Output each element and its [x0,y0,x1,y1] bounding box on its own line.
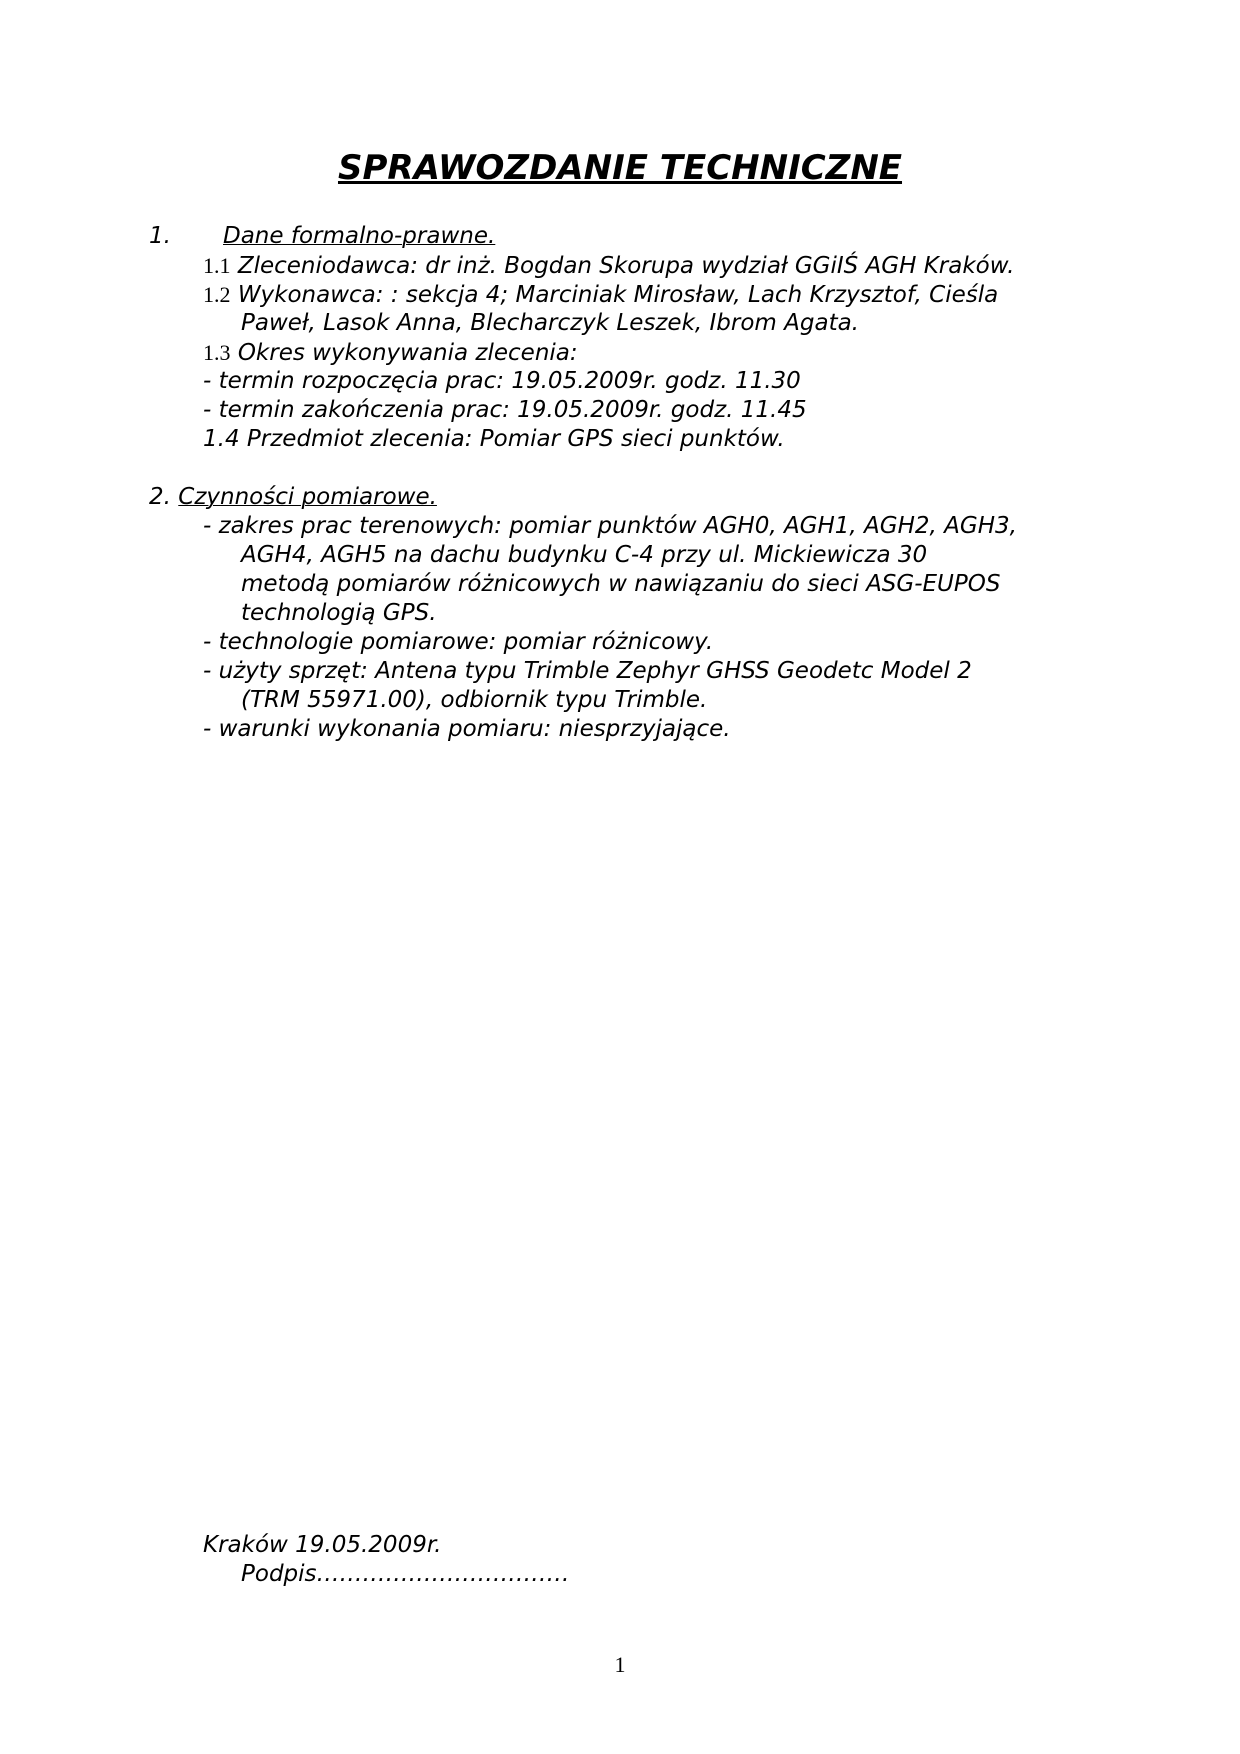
section-2-line: metodą pomiarów różnicowych w nawiązaniu do sieci ASG-EUPOS [241,571,1001,597]
place-date: Kraków 19.05.2009r. [203,1532,442,1558]
item-number: 1.1 [203,253,231,278]
item-1-2 [203,280,998,310]
page-number: 1 [614,1652,626,1677]
item-number: 1.3 [203,340,231,365]
section-2-number: 2. [149,484,171,510]
end-date: - termin zakończenia prac: 19.05.2009r. godz. 11.45 [203,397,807,423]
document-title: SPRAWOZDANIE TECHNICZNE [337,148,903,188]
item-text: Zleceniodawca: dr inż. Bogdan Skorupa wydział GGiIŚ AGH Kraków. [237,253,1015,279]
item-1-1 [203,251,1014,281]
item-1-2-continuation: Paweł, Lasok Anna, Blecharczyk Leszek, Ibrom Agata. [241,310,859,336]
item-1-4: 1.4 Przedmiot zlecenia: Pomiar GPS sieci punktów. [203,426,785,452]
section-1-heading-text: Dane formalno-prawne. [223,223,496,249]
section-2-line: - zakres prac terenowych: pomiar punktów AGH0, AGH1, AGH2, AGH3, [203,513,1017,539]
section-2-heading-text: Czynności pomiarowe. [178,484,437,510]
section-2-heading [149,483,437,512]
item-number: 1.2 [203,282,231,307]
item-1-3 [203,338,578,368]
item-text: Okres wykonywania zlecenia: [237,340,578,366]
item-text: Wykonawca: : sekcja 4; Marciniak Mirosław, Lach Krzysztof, Cieśla [237,282,999,308]
section-2-line: - warunki wykonania pomiaru: niesprzyjające. [203,716,731,742]
start-date: - termin rozpoczęcia prac: 19.05.2009r. godz. 11.30 [203,368,801,394]
signature-line: Podpis…………………………… [241,1561,570,1587]
section-1-heading [223,222,495,251]
section-2-line: AGH4, AGH5 na dachu budynku C-4 przy ul. Mickiewicza 30 [241,542,928,568]
section-1-number: 1. [149,223,171,249]
section-2-line: - użyty sprzęt: Antena typu Trimble Zephyr GHSS Geodetc Model 2 [203,658,972,684]
section-2-line: (TRM 55971.00), odbiornik typu Trimble. [241,687,708,713]
section-2-line: - technologie pomiarowe: pomiar różnicowy. [203,629,714,655]
section-2-line: technologią GPS. [241,600,437,626]
